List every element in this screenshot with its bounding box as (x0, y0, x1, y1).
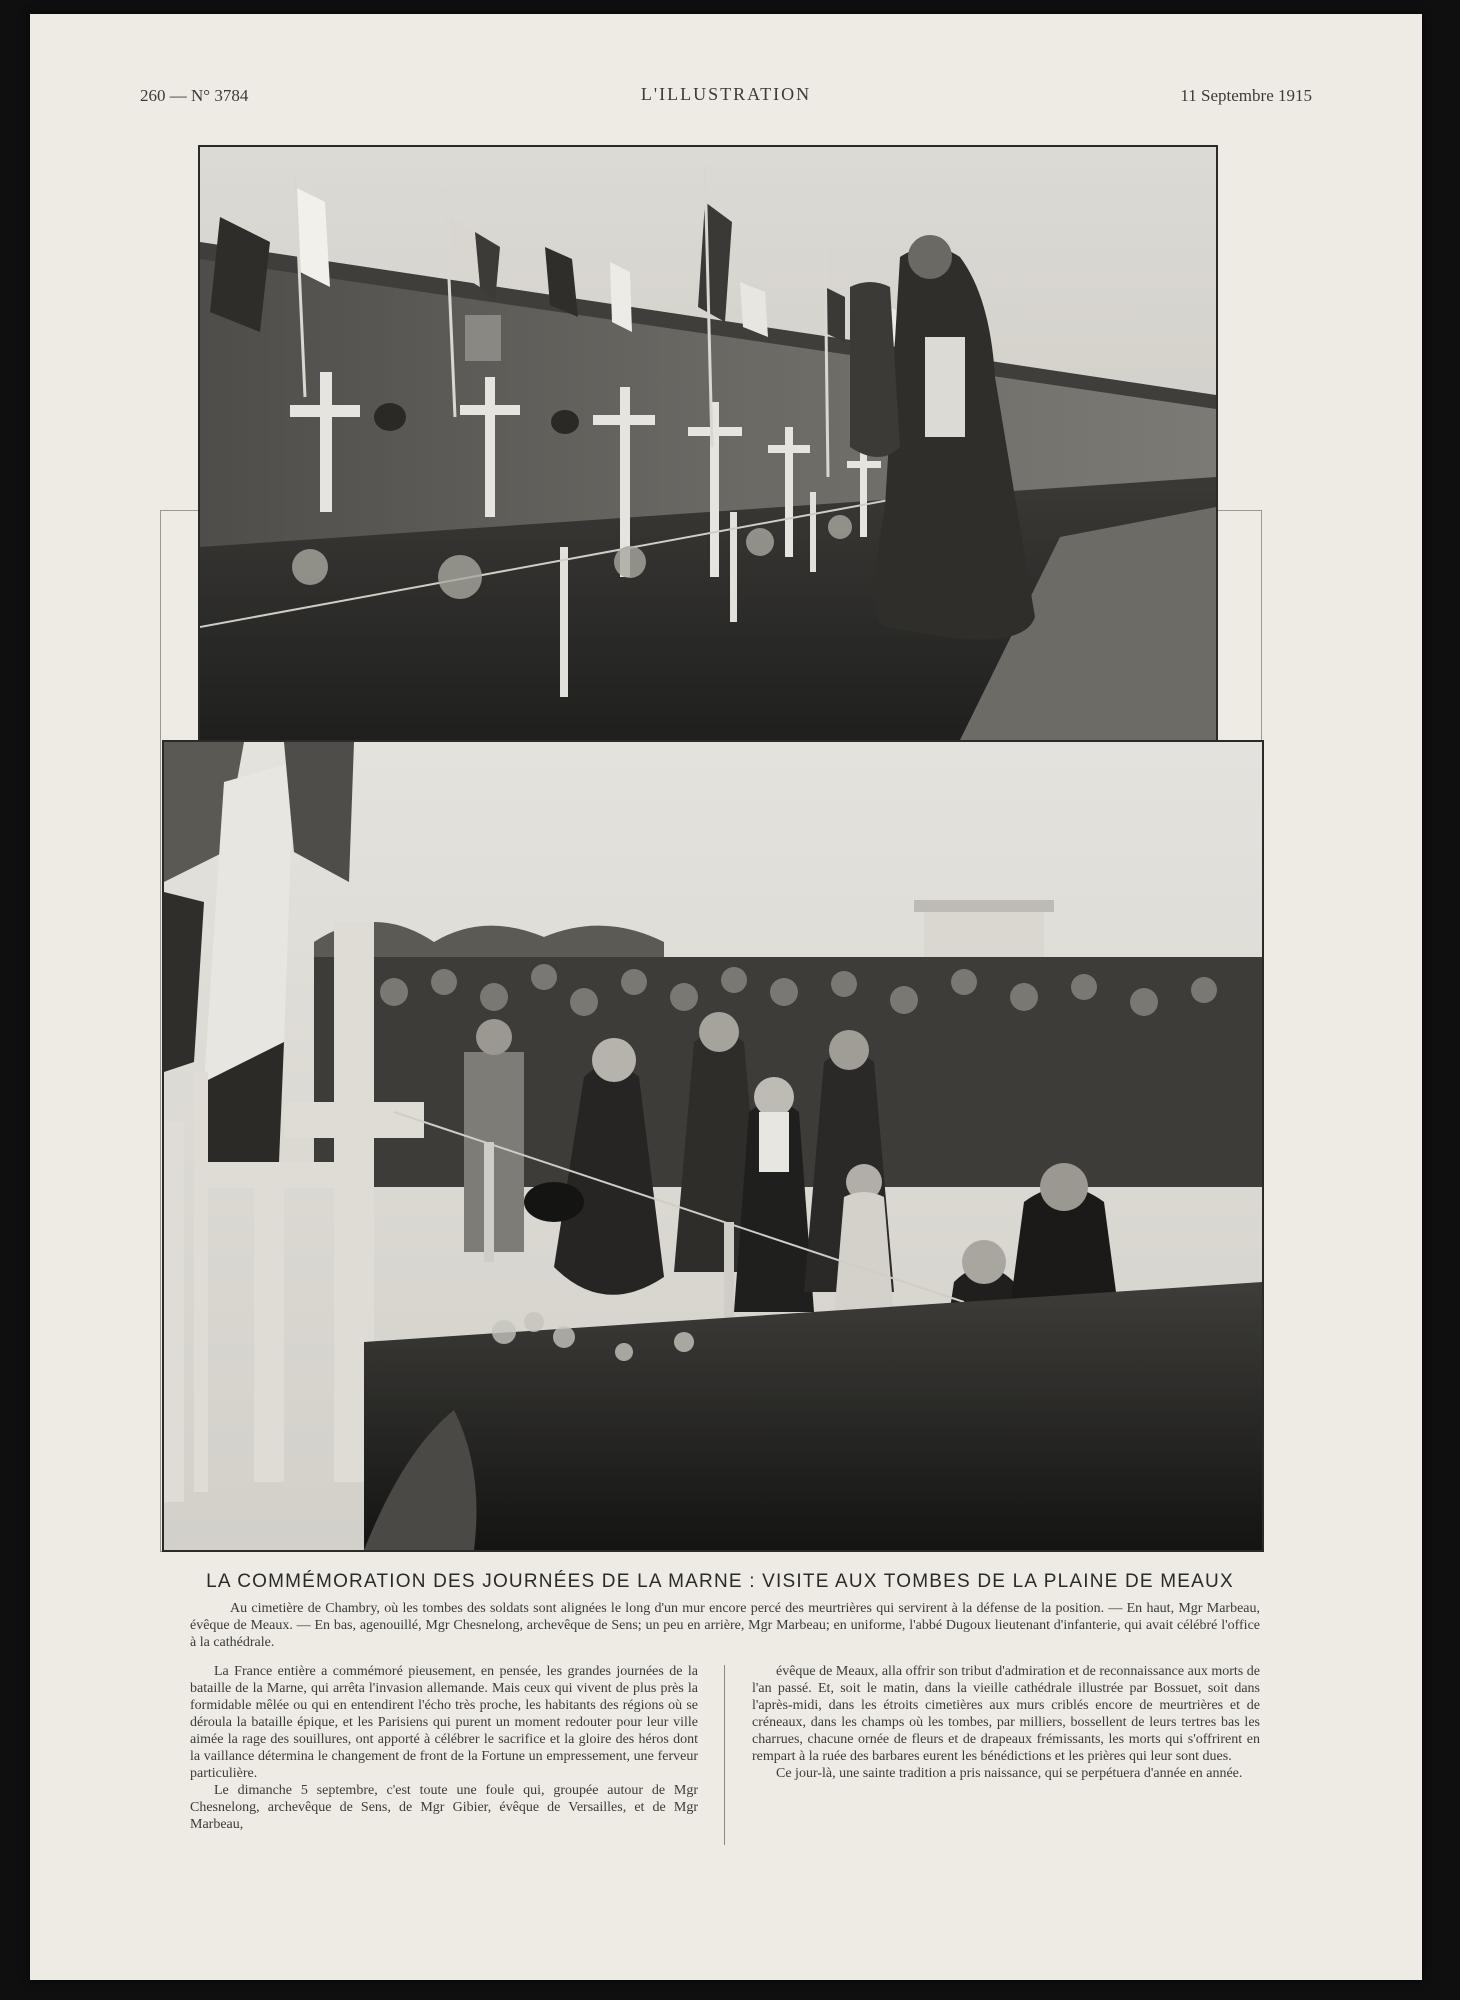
article-column-left (190, 1663, 698, 1833)
paragraph: Ce jour-là, une sainte tradition a pris naissance, qui se perpétuera d'année en année. (776, 1766, 1243, 1781)
photo-crowd-at-graves (162, 740, 1264, 1552)
paragraph: Le dimanche 5 septembre, c'est toute une foule qui, groupée autour de Mgr Chesnelong, archevêque de Sens, de Mgr Gibier, évêque de Versailles, et de Mgr Marbeau, (190, 1783, 698, 1832)
page-header (140, 82, 1312, 112)
paragraph: évêque de Meaux, alla offrir son tribut d'admiration et de reconnaissance aux morts de l'an passé. Et, soit le matin, dans la vieille cathédrale illustrée par Bossuet, soit dans l'après-midi, dans les étroits cimetières aux murs criblés encore de meurtrières et de créneaux, dans les champs où les tombes, par milliers, bossellent de leurs tertres bas les charrues, chacune ornée de fleurs et de drapeaux frémissants, les morts qui s'offrirent en rempart à la ruée des barbares eurent les bénédictions et les prières qui leur sont dues. (752, 1664, 1260, 1764)
article-body (190, 1663, 1260, 1893)
photo-cemetery-wall (198, 145, 1218, 742)
article-title: LA COMMÉMORATION DES JOURNÉES DE LA MARNE : VISITE AUX TOMBES DE LA PLAINE DE MEAUX (206, 1571, 1234, 1592)
column-divider (724, 1665, 725, 1845)
issue-date: 11 Septembre 1915 (1180, 86, 1312, 105)
article-column-right (752, 1663, 1260, 1782)
photo-caption: Au cimetière de Chambry, où les tombes des soldats sont alignées le long d'un mur encore percé des meurtrières qui servirent à la défense de la position. — En haut, Mgr Marbeau, évêque de Meaux. — En bas, agenouillé, Mgr Chesnelong, archevêque de Sens; un peu en arrière, Mgr Marbeau; en uniforme, l'abbé Dugoux lieutenant d'infanterie, qui avait célébré l'office à la cathédrale. (190, 1601, 1260, 1650)
paragraph: La France entière a commémoré pieusement, en pensée, les grandes journées de la bataille de la Marne, qui arrêta l'invasion allemande. Mais ceux qui vivent de plus près la formidable mêlée ou qui en entendirent l'écho très proche, les habitants des régions où se déroula la bataille épique, et les Parisiens qui purent un moment redouter pour leur ville aimée la rage des souillures, ont apporté à célébrer le sacrifice et la gloire des héros dont la vaillance détermina le changement de front de la Fortune un empressement, une ferveur particulière. (190, 1664, 698, 1781)
magazine-name: L'ILLUSTRATION (640, 84, 812, 104)
page-number: 260 — N° 3784 (140, 86, 249, 105)
